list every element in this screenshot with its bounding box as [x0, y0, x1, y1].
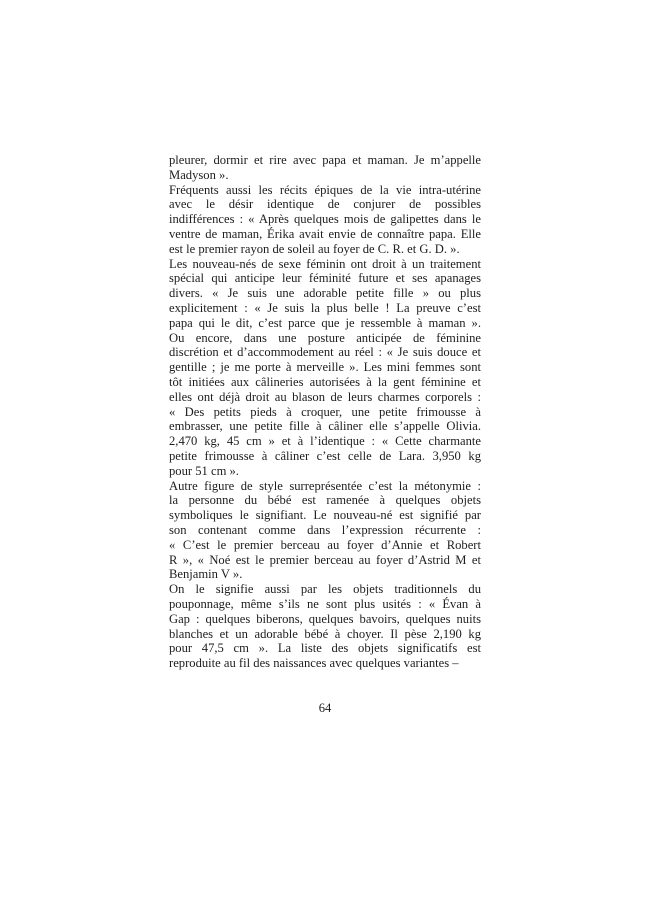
body-text — [169, 153, 481, 671]
text-line: spécial qui anticipe leur féminité future et ses apanages — [169, 271, 481, 286]
text-line: blanches et un adorable bébé à choyer. Il pèse 2,190 kg — [169, 626, 481, 641]
text-line: elles ont déjà droit au blason de leurs charmes corporels : — [169, 389, 481, 404]
text-line: « C’est le premier berceau au foyer d’Annie et Robert — [169, 537, 481, 552]
text-line: tôt initiées aux câlineries autorisées à la gent féminine et — [169, 374, 481, 389]
text-line: pour 51 cm ». — [169, 463, 239, 478]
text-line: est le premier rayon de soleil au foyer de C. R. et G. D. ». — [169, 241, 460, 256]
text-line: symboliques le signifiant. Le nouveau-né est signifié par — [169, 508, 481, 523]
text-line: ventre de maman, Érika avait envie de connaître papa. Elle — [169, 226, 481, 241]
text-line: explicitement : « Je suis la plus belle ! La preuve c’est — [169, 300, 481, 315]
text-line: discrétion et d’accommodement au réel : « Je suis douce et — [169, 345, 481, 360]
text-line: embrasser, une petite fille à câliner elle s’appelle Olivia. — [169, 419, 481, 434]
text-line: gentille ; je me porte à merveille ». Les mini femmes sont — [169, 360, 481, 375]
text-line: pouponnage, même s’ils ne sont plus usités : « Évan à — [169, 596, 481, 611]
text-line: Madyson ». — [169, 167, 229, 182]
text-line: pleurer, dormir et rire avec papa et maman. Je m’appelle — [169, 153, 481, 167]
text-line: Fréquents aussi les récits épiques de la vie intra-utérine — [169, 182, 481, 197]
text-line: petite frimousse à câliner c’est celle de Lara. 3,950 kg — [169, 448, 481, 463]
text-line: la personne du bébé est ramenée à quelques objets — [169, 493, 481, 508]
text-line: « Des petits pieds à croquer, une petite frimousse à — [169, 404, 481, 419]
text-line: Benjamin V ». — [169, 567, 243, 582]
page-number: 64 — [318, 701, 332, 715]
text-line: divers. « Je suis une adorable petite fille » ou plus — [169, 286, 481, 301]
text-line: avec le désir identique de conjurer de possibles — [169, 197, 481, 212]
text-line: Ou encore, dans une posture anticipée de féminine — [169, 330, 481, 345]
text-line: Les nouveau-nés de sexe féminin ont droit à un traitement — [169, 256, 481, 271]
text-line: R », « Noé est le premier berceau au foyer d’Astrid M et — [169, 552, 481, 567]
text-line: Autre figure de style surreprésentée c’est la métonymie : — [169, 478, 481, 493]
text-line: pour 47,5 cm ». La liste des objets significatifs est — [169, 641, 481, 656]
text-line: papa qui le dit, c’est parce que je ressemble à maman ». — [169, 315, 481, 330]
text-line: Gap : quelques biberons, quelques bavoirs, quelques nuits — [169, 611, 481, 626]
text-line: indifférences : « Après quelques mois de galipettes dans le — [169, 212, 481, 227]
text-line: 2,470 kg, 45 cm » et à l’identique : « Cette charmante — [169, 434, 481, 449]
text-line: reproduite au fil des naissances avec quelques variantes – — [169, 656, 459, 671]
text-line: son contenant comme dans l’expression récurrente : — [169, 522, 481, 537]
text-line: On le signifie aussi par les objets traditionnels du — [169, 582, 481, 597]
